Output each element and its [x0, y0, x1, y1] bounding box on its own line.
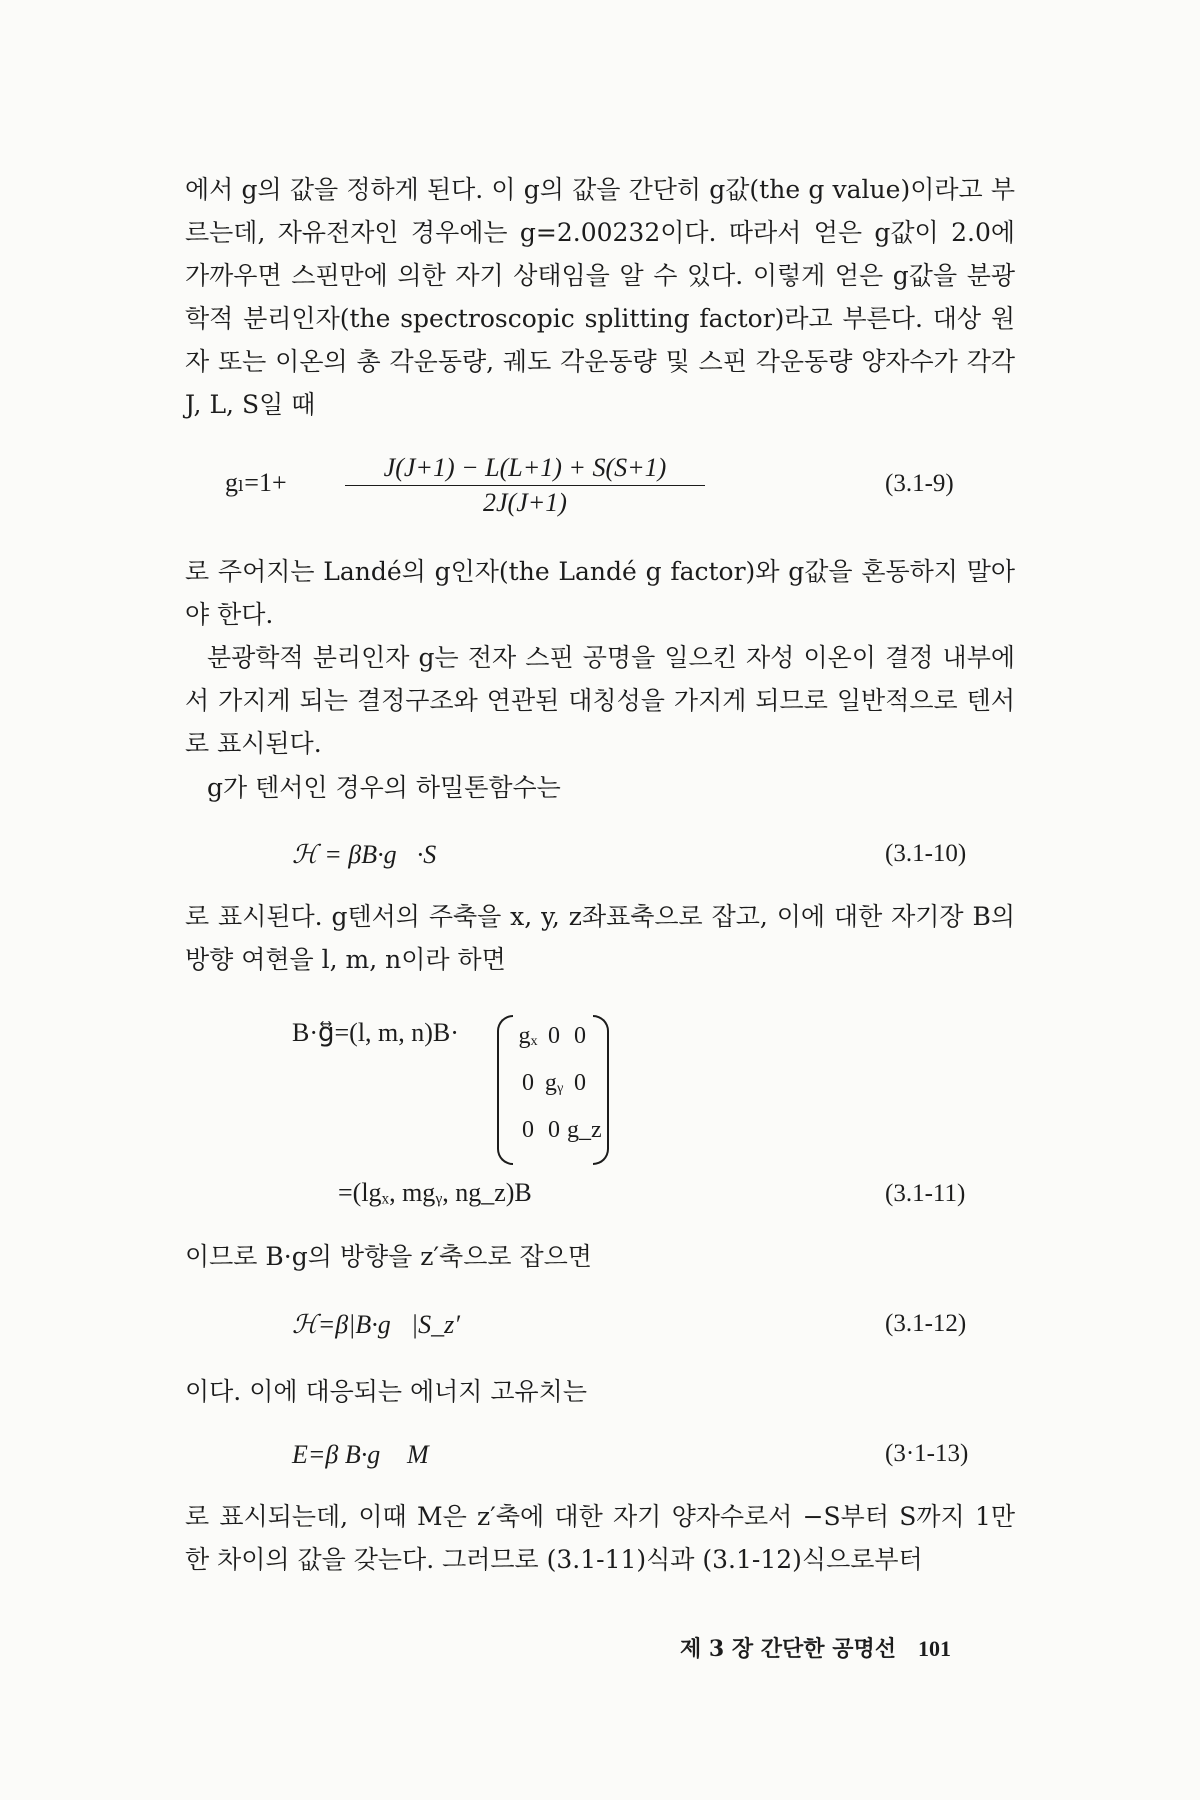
matrix-cell: 0: [548, 1023, 560, 1049]
paragraph-hamiltonian-intro: g가 텐서인 경우의 하밀톤함수는: [207, 773, 561, 802]
matrix-cell: gₓ: [518, 1023, 538, 1049]
equation-hamiltonian-z: ℋ=β|B·g⃡|S_z′: [292, 1310, 460, 1339]
matrix-row-3: [515, 1117, 602, 1144]
equation-lande-denominator: 2J(J+1): [483, 488, 567, 517]
paragraph-magnetic-quantum-number: 로 표시되는데, 이때 M은 z′축에 대한 자기 양자수로서 −S부터 S까지 1만한 차이의 값을 갖는다. 그러므로 (3.1-11)식과 (3.1-12)식으로부터: [185, 1502, 1015, 1574]
matrix-row-2: [515, 1070, 593, 1097]
matrix-cell: g_z: [567, 1117, 602, 1143]
matrix-left-bracket: [497, 1015, 513, 1165]
equation-number-3-1-13: (3·1-13): [885, 1440, 969, 1467]
equation-hamiltonian: ℋ = βB·g⃡·S: [292, 840, 437, 869]
paragraph-principal-axes: 로 표시된다. g텐서의 주축을 x, y, z좌표축으로 잡고, 이에 대한 자기장 B의 방향 여현을 l, m, n이라 하면: [185, 902, 1015, 974]
equation-b-dot-g-line1: B·g⃡=(l, m, n)B·: [292, 1018, 459, 1047]
matrix-cell: 0: [522, 1117, 534, 1143]
equation-number-3-1-10: (3.1-10): [885, 840, 967, 867]
equation-lande-lhs: gₗ=1+: [225, 468, 287, 497]
equation-number-3-1-11: (3.1-11): [885, 1180, 966, 1207]
paragraph-splitting-tensor: 분광학적 분리인자 g는 전자 스핀 공명을 일으킨 자성 이온이 결정 내부에서 가지게 되는 결정구조와 연관된 대칭성을 가지게 되므로 일반적으로 텐서로 표시된다.: [185, 643, 1015, 758]
matrix-cell: 0: [522, 1070, 534, 1096]
equation-number-3-1-12: (3.1-12): [885, 1310, 967, 1337]
chapter-title: 제 3 장 간단한 공명선: [680, 1636, 896, 1662]
g-tensor-matrix: [497, 1015, 609, 1163]
matrix-cell: 0: [548, 1117, 560, 1143]
page-footer: [680, 1632, 951, 1663]
matrix-cell: 0: [574, 1070, 586, 1096]
paragraph-z-prime-axis: 이므로 B·g의 방향을 z′축으로 잡으면: [185, 1242, 592, 1271]
equation-number-3-1-9: (3.1-9): [885, 470, 954, 497]
equation-energy: E=β B·g⃡ M: [292, 1440, 429, 1469]
paragraph-g-value: 에서 g의 값을 정하게 된다. 이 g의 값을 간단히 g값(the g value)이라고 부르는데, 자유전자인 경우에는 g=2.00232이다. 따라서 얻은 g값이 2.0에 가까우면 스핀만에 의한 자기 상태임을 알 수 있다. 이렇게 얻은 g값을 분광학적 분리인자(the spectroscopic splitting factor)라고 부른다. 대상 원자 또는 이온의 총 각운동량, 궤도 각운동량 및 스핀 각운동량 양자수가 각각 J, L, S일 때: [185, 175, 1015, 419]
matrix-cell: 0: [574, 1023, 586, 1049]
equation-lande-fraction: [345, 453, 705, 518]
equation-b-dot-g-line2: =(lgₓ, mgᵧ, ng_z)B: [338, 1178, 532, 1207]
equation-lande-numerator: J(J+1) − L(L+1) + S(S+1): [345, 453, 705, 486]
paragraph-lande-g-factor: 로 주어지는 Landé의 g인자(the Landé g factor)와 g값을 혼동하지 말아야 한다.: [185, 557, 1015, 629]
paragraph-energy-eigenvalue: 이다. 이에 대응되는 에너지 고유치는: [185, 1377, 587, 1406]
matrix-row-1: [515, 1023, 593, 1050]
page-number: 101: [917, 1636, 951, 1661]
matrix-cell: gᵧ: [544, 1070, 564, 1096]
